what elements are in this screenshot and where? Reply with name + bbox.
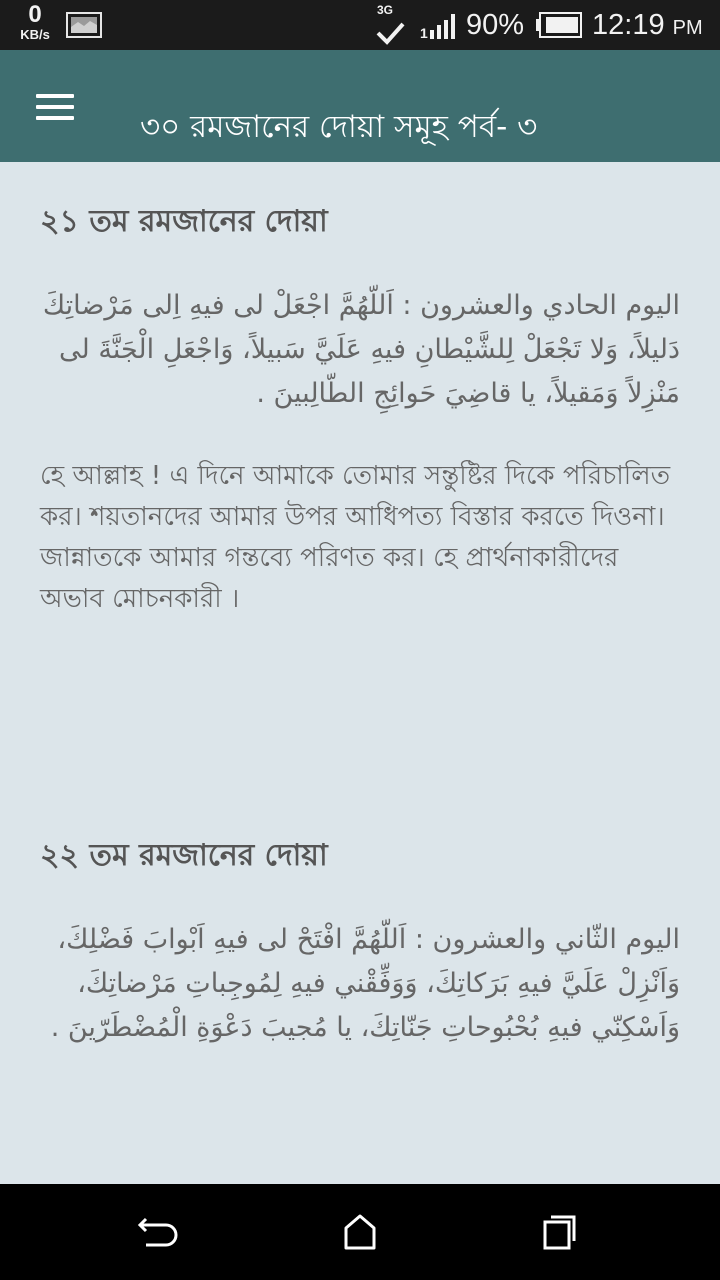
app-bar bbox=[0, 50, 720, 162]
content-scroll-area[interactable] bbox=[0, 162, 720, 1184]
net-speed-value: 0 bbox=[28, 1, 42, 28]
signal-icon bbox=[420, 12, 462, 40]
clock bbox=[592, 8, 703, 45]
net-speed-indicator bbox=[12, 2, 58, 42]
network-check-icon bbox=[374, 3, 408, 47]
net-speed-unit: KB/s bbox=[20, 27, 50, 42]
menu-icon-bar bbox=[36, 105, 74, 109]
navigation-bar bbox=[0, 1184, 720, 1280]
menu-icon[interactable] bbox=[36, 92, 76, 122]
back-icon[interactable] bbox=[136, 1210, 184, 1254]
clock-ampm: PM bbox=[672, 17, 703, 39]
status-bar bbox=[0, 0, 720, 50]
svg-text:1: 1 bbox=[420, 25, 428, 40]
page-title: ৩০ রমজানের দোয়া সমূহ পর্ব- ৩ bbox=[140, 108, 538, 145]
home-icon[interactable] bbox=[336, 1210, 384, 1254]
recent-apps-icon[interactable] bbox=[536, 1210, 584, 1254]
arabic-dua-text: اليوم الثّاني والعشرون : اَللّهُمَّ افْتَحْ لی فيهِ اَبْوابَ فَضْلِكَ، وَاَنْزِلْ عَلَيَّ فيهِ بَرَكاتِكَ، وَوَفِّقْني فيهِ لِمُوجِباتِ مَرْضاتِكَ، وَاَسْكِنّي فيهِ بُحْبُوحاتِ جَنّاتِكَ، يا مُجيبَ دَعْوَةِ الْمُضْطَرّينَ . bbox=[50, 924, 680, 1043]
battery-percent: 90% bbox=[466, 9, 525, 41]
arabic-dua-text: اليوم الحادي والعشرون : اَللّهُمَّ اجْعَلْ لی فيهِ اِلی مَرْضاتِكَ دَليلاً، وَلا تَجْعَلْ لِلشَّيْطانِ فيهِ عَلَيَّ سَبيلاً، وَاجْعَلِ الْجَنَّةَ لی مَنْزِلاً وَمَقيلاً، يا قاضِيَ حَوائِجِ الطّالِبينَ . bbox=[42, 290, 680, 409]
bangla-translation-text: হে আল্লাহ ! এ দিনে আমাকে তোমার সন্তুষ্টির দিকে পরিচালিত কর। শয়তানদের আমার উপর আধিপত্য বিস্তার করতে দিওনা। জান্নাতকে আমার গন্তব্যে পরিণত কর। হে প্রার্থনাকারীদের অভাব মোচনকারী । bbox=[40, 461, 671, 614]
menu-icon-bar bbox=[36, 116, 74, 120]
section-heading: ২২ তম রমজানের দোয়া bbox=[40, 838, 328, 873]
section-heading: ২১ তম রমজানের দোয়া bbox=[40, 204, 328, 239]
gallery-icon bbox=[66, 12, 102, 38]
network-type-label: 3G bbox=[377, 3, 394, 17]
dua-section-22 bbox=[40, 834, 680, 1050]
dua-section-21 bbox=[40, 200, 680, 620]
clock-time: 12:19 bbox=[592, 9, 665, 41]
battery-icon bbox=[535, 12, 583, 38]
menu-icon-bar bbox=[36, 94, 74, 98]
